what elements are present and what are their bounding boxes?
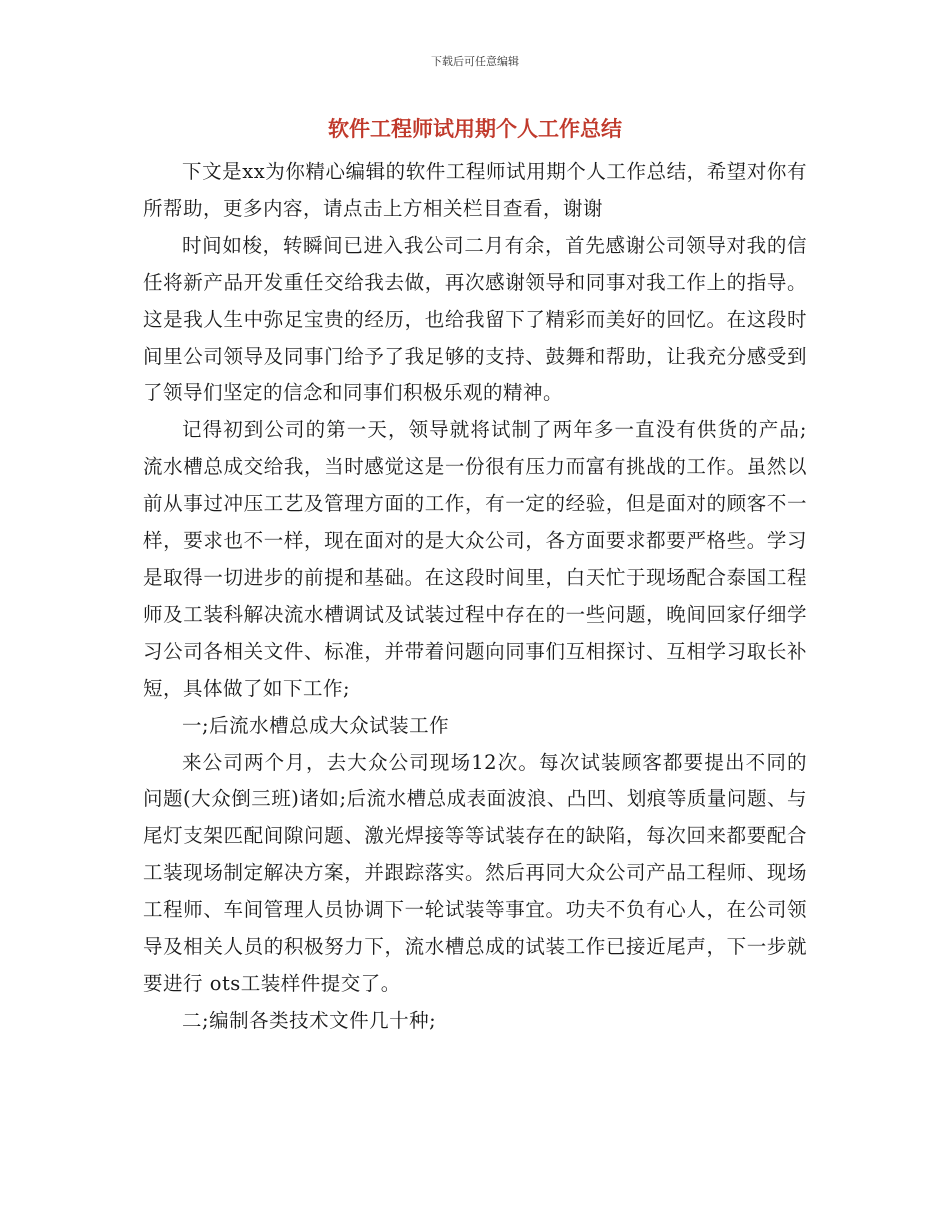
paragraph-trial-work: 来公司两个月，去大众公司现场12次。每次试装顾客都要提出不同的问题(大众倒三班)诸如;后流水槽总成表面波浪、凸凹、划痕等质量问题、与尾灯支架匹配间隙问题、激光焊接等等试装存在的缺陷，每次回来都要配合工装现场制定解决方案，并跟踪落实。然后再同大众公司产品工程师、现场工程师、车间管理人员协调下一轮试装等事宜。功夫不负有心人，在公司领导及相关人员的积极努力下，流水槽总成的试装工作已接近尾声，下一步就要进行 ots工装样件提交了。 [143,750,807,995]
paragraph-first-day: 记得初到公司的第一天，领导就将试制了两年多一直没有供货的产品;流水槽总成交给我，当时感觉这是一份很有压力而富有挑战的工作。虽然以前从事过冲压工艺及管理方面的工作，有一定的经验，但是面对的顾客不一样，要求也不一样，现在面对的是大众公司，各方面要求都要严格些。学习是取得一切进步的前提和基础。在这段时间里，白天忙于现场配合泰国工程师及工装科解决流水槽调试及试装过程中存在的一些问题，晚间回家仔细学习公司各相关文件、标准，并带着问题向同事们互相探讨、互相学习取长补短，具体做了如下工作; [143,418,807,700]
paragraph-intro: 下文是xx为你精心编辑的软件工程师试用期个人工作总结，希望对你有所帮助，更多内容，请点击上方相关栏目查看，谢谢 [143,160,807,220]
document-title: 软件工程师试用期个人工作总结 [328,117,622,141]
section-heading-2: 二;编制各类技术文件几十种; [182,1008,437,1032]
document-body [143,154,807,1040]
paragraph-gratitude: 时间如梭，转瞬间已进入我公司二月有余，首先感谢公司领导对我的信任将新产品开发重任交给我去做，再次感谢领导和同事对我工作上的指导。这是我人生中弥足宝贵的经历，也给我留下了精彩而美好的回忆。在这段时间里公司领导及同事门给予了我足够的支持、鼓舞和帮助，让我充分感受到了领导们坚定的信念和同事们积极乐观的精神。 [143,233,807,405]
header-note: 下载后可任意编辑 [431,55,519,68]
section-heading-1: 一;后流水槽总成大众试装工作 [182,713,450,737]
